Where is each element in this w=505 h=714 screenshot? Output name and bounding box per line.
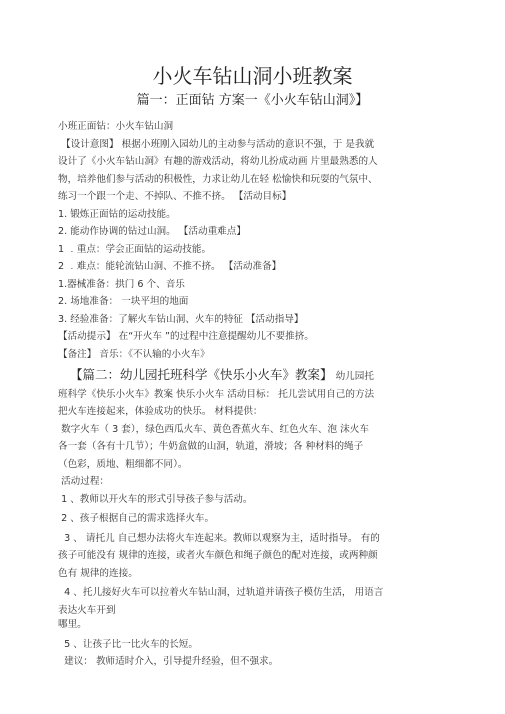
text-line: 物，培养他们参与活动的积极性，力求让幼儿在轻 松愉快和玩耍的气氛中、 bbox=[58, 173, 378, 185]
step-line: 孩子可能没有 规律的连接，或者火车颜色和绳子颜色的配对连接，或两种颜 bbox=[58, 550, 378, 561]
text-line: 1 ﹒重点：学会正面钻的运动技能。 bbox=[58, 243, 212, 255]
text-line: 【活动提示】 在“开火车 ”的过程中注意提醒幼儿不要推挤。 bbox=[58, 331, 314, 342]
text-line: 把火车连接起来，体验成功的快乐。 材料提供： bbox=[58, 406, 263, 417]
step-line: 1 、教师以开火车的形式引导孩子参与活动。 bbox=[58, 493, 253, 505]
step-line: 表达火车开到 bbox=[58, 604, 116, 616]
step-line: 建议： 教师适时介入，引导提升经验，但不强求。 bbox=[58, 656, 279, 667]
section-heading-tail: 幼儿园托 bbox=[332, 371, 374, 382]
step-line: 色有 规律的连接。 bbox=[58, 567, 138, 579]
text-line: 活动过程： bbox=[58, 476, 110, 487]
text-line: 2 ﹒难点：能轮流钻山洞、不推不挤。 【活动准备】 bbox=[58, 261, 282, 272]
document-body bbox=[58, 120, 452, 670]
text-line: 各一套（各有十几节）；牛奶盒做的山洞，轨道，滑坡；各 种材料的绳子 bbox=[58, 441, 364, 452]
text-line: 1. 锻炼正面钻的运动技能。 bbox=[58, 208, 176, 220]
text-line: 练习一个跟一个走、不掉队、不推不挤。 【活动目标】 bbox=[58, 191, 292, 202]
text-line: 【设计意图】 根据小班刚入园幼儿的主动参与活动的意识不强，于 是我就 bbox=[58, 138, 375, 150]
text-line: 数字火车（ 3 套），绿色西瓜火车、黄色香蕉火车、红色火车、泡 沫火车 bbox=[58, 423, 369, 435]
step-line: 4 、托儿接好火车可以拉着火车钻山洞，过轨道并请孩子模仿生活， 用语言 bbox=[58, 587, 384, 598]
text-line: 3. 经验准备：了解火车钻山洞、火车的特征 【活动指导】 bbox=[58, 313, 304, 325]
document-title: 小火车钻山洞小班教案 bbox=[152, 64, 353, 88]
step-line: 2 、孩子根据自己的需求选择火车。 bbox=[58, 513, 215, 524]
step-line: 哪里。 bbox=[58, 619, 87, 630]
section-heading-line bbox=[70, 366, 452, 385]
text-line: 2. 场地准备： 一块平坦的地面 bbox=[58, 296, 189, 307]
section-heading: 【篇二：幼儿园托班科学《快乐小火车》教案】 bbox=[70, 367, 333, 382]
text-line: 【备注】 音乐：《不认输的小火车》 bbox=[58, 348, 210, 360]
text-line: 小班正面钻：小火车钻山洞 bbox=[58, 121, 174, 132]
text-line: 1.器械准备：拱门 6 个、音乐 bbox=[58, 278, 185, 290]
document-subtitle: 篇一：正面钻 方案一《小火车钻山洞》】 bbox=[136, 93, 369, 108]
text-line: （色彩，质地、粗细都不同）。 bbox=[58, 458, 188, 470]
text-line: 2. 能动作协调的钻过山洞。 【活动重难点】 bbox=[58, 226, 246, 237]
text-line: 班科学《快乐小火车》教案 快乐小火车 活动目标： 托儿尝试用自己的方法 bbox=[58, 388, 375, 400]
step-line: 3 、 请托儿 自己想办法将火车连起来。教师以观察为主，适时指导。 有的 bbox=[58, 532, 380, 544]
step-line: 5 、让孩子比一比火车的长短。 bbox=[58, 638, 198, 650]
text-line: 设计了《小火车钻山洞》有趣的游戏活动，将幼儿扮成动画 片里最熟悉的人 bbox=[58, 156, 378, 167]
